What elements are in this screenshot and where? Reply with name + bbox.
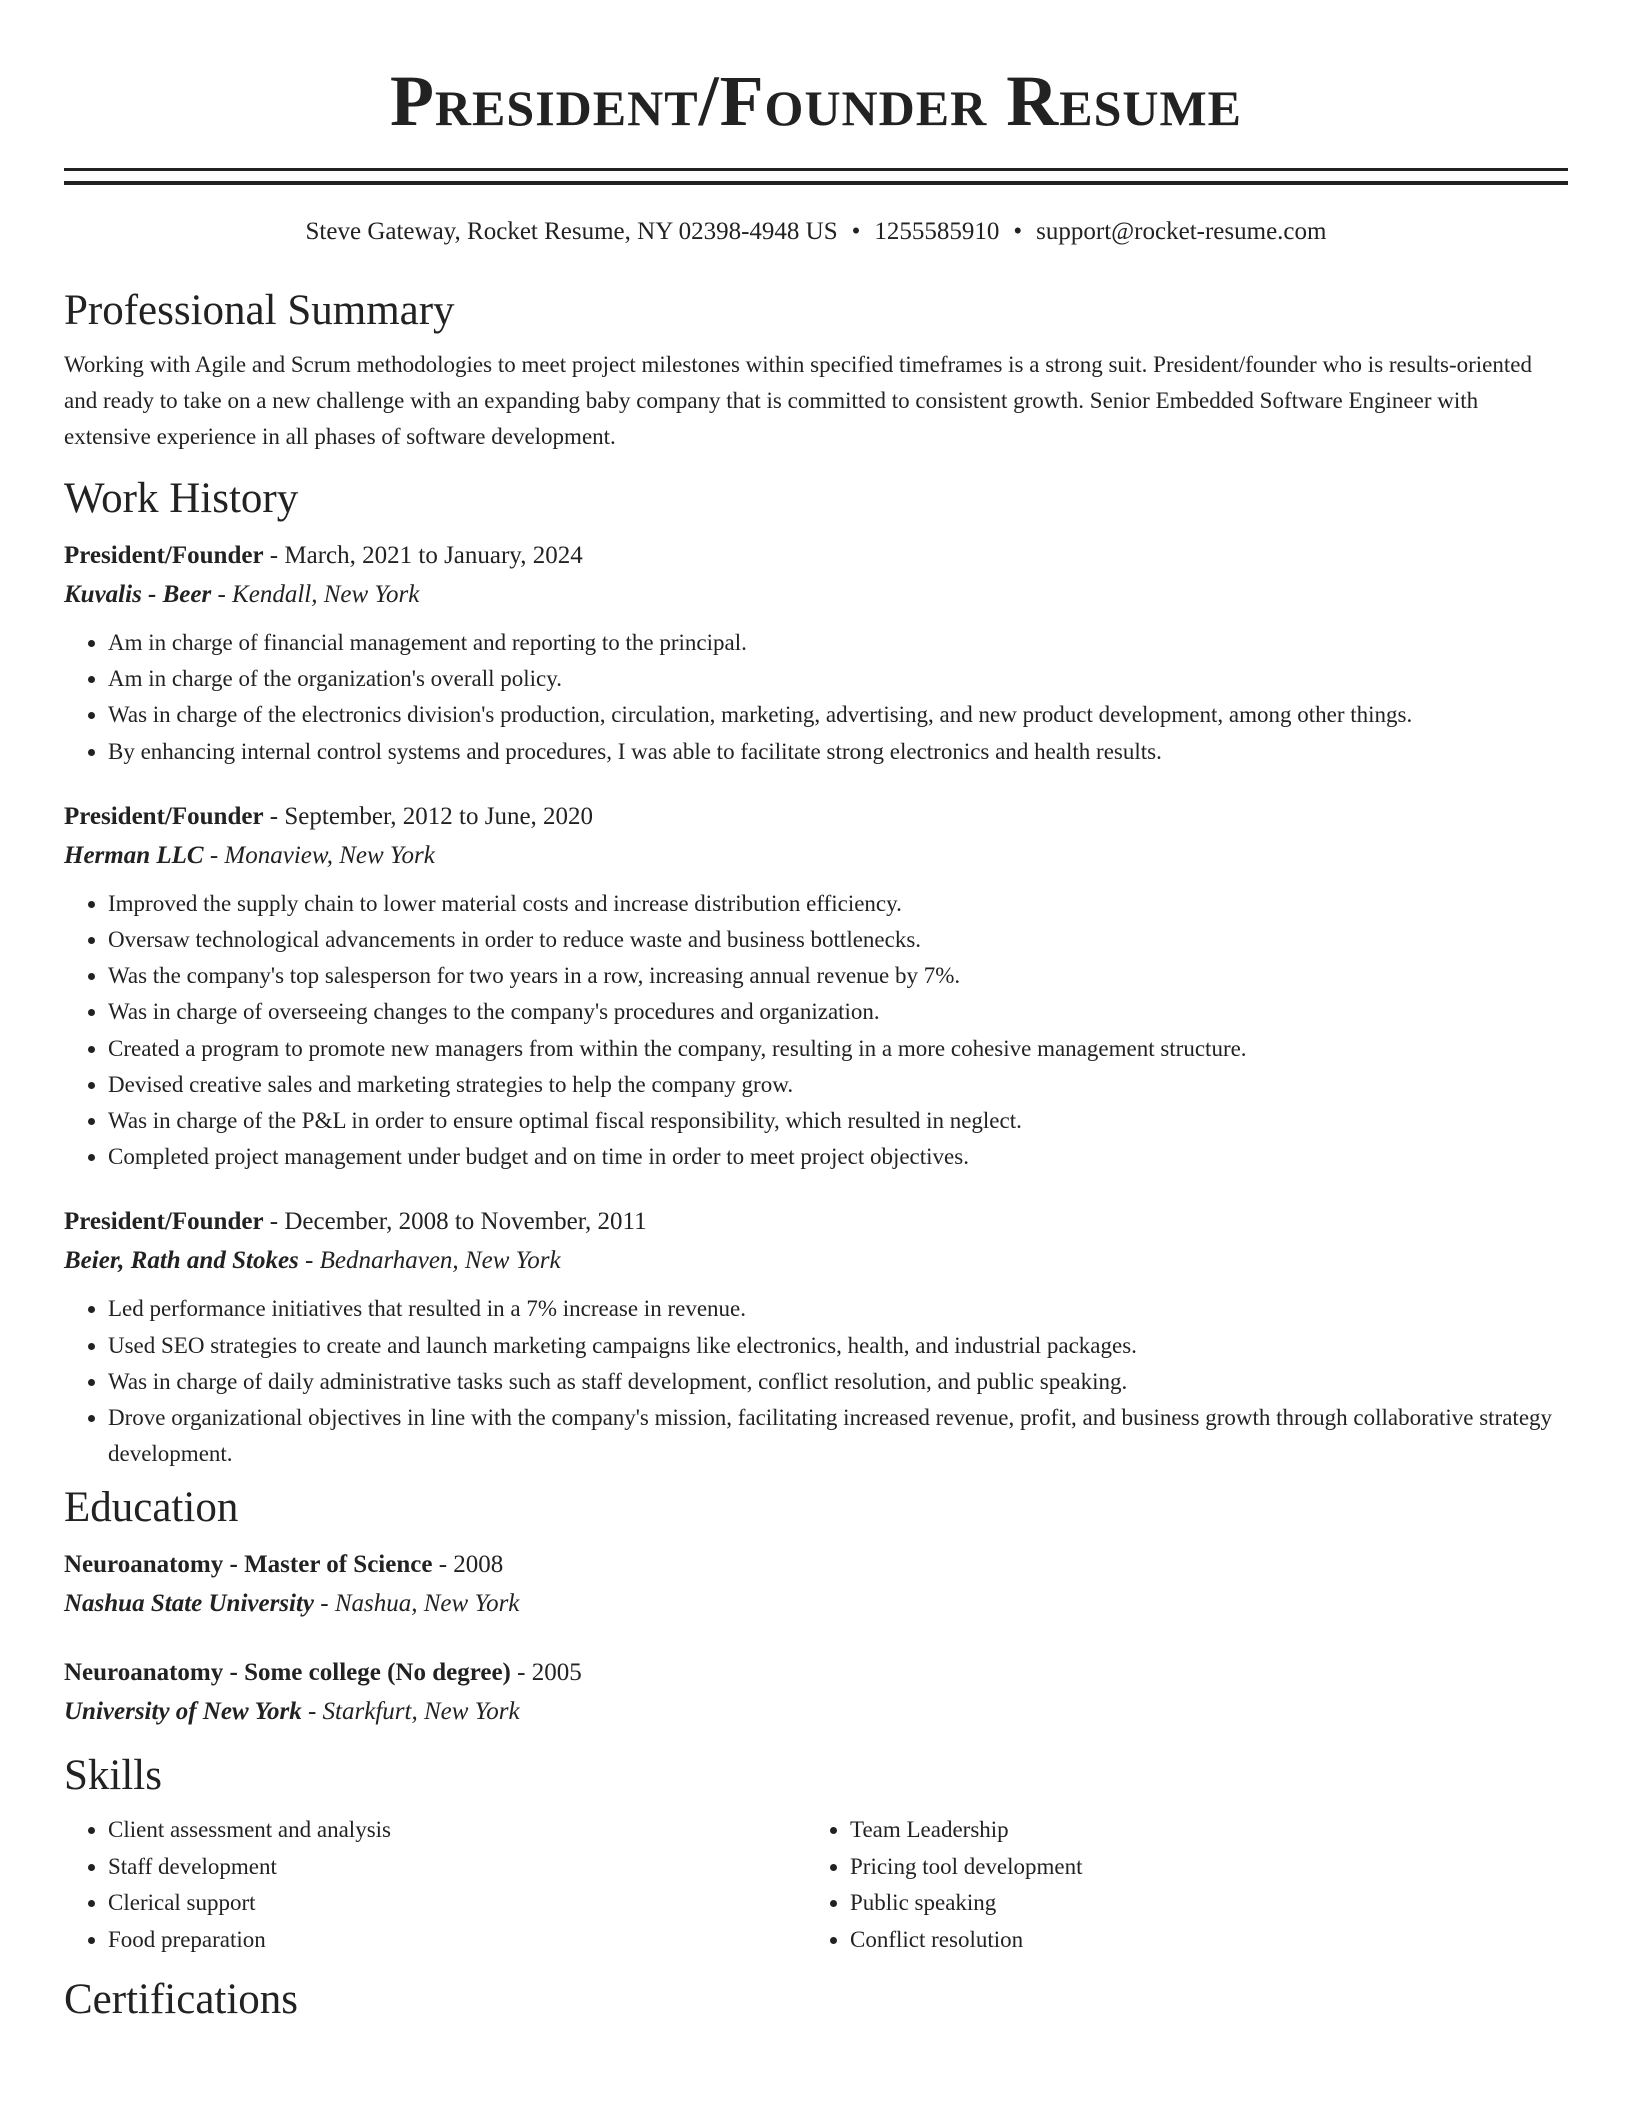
section-heading-certifications: Certifications (64, 1976, 299, 2024)
section-heading-skills: Skills (64, 1752, 162, 1800)
graduation-year: - 2008 (432, 1551, 504, 1579)
job-entry (64, 1203, 1568, 1472)
list-item: • Food preparation (108, 1922, 806, 1958)
job-bullet-list (64, 625, 1568, 770)
list-item: • By enhancing internal control systems and procedures, I was able to facilitate strong electronics and health results. (108, 734, 1568, 770)
list-item: • Was in charge of the P&L in order to ensure optimal fiscal responsibility, which resulted in neglect. (108, 1103, 1568, 1139)
job-company-line (64, 1241, 1568, 1281)
school-name: Nashua State University (64, 1590, 315, 1618)
list-item: • Completed project management under budget and on time in order to meet project objectives. (108, 1139, 1568, 1175)
degree: Neuroanatomy - Master of Science (64, 1551, 433, 1579)
job-location: - Monaview, New York (203, 841, 435, 869)
section-heading-work-history: Work History (64, 475, 299, 522)
list-item: • Led performance initiatives that resulted in a 7% increase in revenue. (108, 1291, 1568, 1327)
job-location: - Kendall, New York (211, 581, 420, 608)
contact-separator: • (851, 218, 861, 245)
job-title: President/Founder (64, 802, 264, 830)
skills-list-right (806, 1812, 1548, 1958)
list-item: • Drove organizational objectives in line with the company's mission, facilitating increased revenue, profit, and business growth through collaborative strategy development. (108, 1400, 1568, 1472)
contact-phone: 1255585910 (874, 218, 1000, 245)
list-item: • Team Leadership (850, 1812, 1548, 1848)
list-item: • Created a program to promote new managers from within the company, resulting in a more cohesive management structure. (108, 1031, 1568, 1067)
title-divider (64, 168, 1568, 185)
job-title-line (64, 1203, 1568, 1241)
job-title: President/Founder (64, 1208, 264, 1236)
school-line (64, 1692, 1568, 1732)
resume-page (64, 0, 1568, 2028)
list-item: • Used SEO strategies to create and launch marketing campaigns like electronics, health, and industrial packages. (108, 1328, 1568, 1364)
job-bullet-list (64, 1291, 1568, 1472)
school-name: University of New York (64, 1698, 302, 1726)
school-location: - Starkfurt, New York (301, 1698, 520, 1726)
job-dates: - September, 2012 to June, 2020 (263, 802, 594, 830)
list-item: • Pricing tool development (850, 1849, 1548, 1885)
job-dates: - December, 2008 to November, 2011 (263, 1208, 647, 1236)
contact-line (64, 215, 1568, 249)
list-item: • Improved the supply chain to lower material costs and increase distribution efficiency. (108, 886, 1568, 922)
degree: Neuroanatomy - Some college (No degree) (64, 1659, 511, 1687)
list-item: • Oversaw technological advancements in order to reduce waste and business bottlenecks. (108, 922, 1568, 958)
job-bullet-list (64, 886, 1568, 1176)
list-item: • Am in charge of financial management and reporting to the principal. (108, 625, 1568, 661)
job-title: President/Founder (64, 542, 264, 569)
job-dates: - March, 2021 to January, 2024 (263, 542, 583, 569)
list-item: • Client assessment and analysis (108, 1812, 806, 1848)
list-item: • Staff development (108, 1849, 806, 1885)
job-company: Herman LLC (64, 841, 204, 869)
list-item: • Conflict resolution (850, 1922, 1548, 1958)
section-heading-education: Education (64, 1484, 239, 1532)
job-title-line (64, 798, 1568, 836)
contact-separator: • (1013, 218, 1023, 245)
list-item: • Was the company's top salesperson for two years in a row, increasing annual revenue by 7%. (108, 958, 1568, 994)
list-item: • Clerical support (108, 1885, 806, 1921)
job-entry (64, 537, 1568, 770)
contact-address: Steve Gateway, Rocket Resume, NY 02398-4948 US (305, 218, 838, 245)
page-title: President/Founder Resume (389, 61, 1243, 141)
job-company: Beier, Rath and Stokes (64, 1247, 299, 1275)
degree-line (64, 1546, 1568, 1584)
list-item: • Was in charge of overseeing changes to the company's procedures and organization. (108, 994, 1568, 1030)
job-company-line (64, 575, 1568, 615)
summary-text: Working with Agile and Scrum methodologies to meet project milestones within specified timeframes is a strong suit. President/founder who is results-oriented and ready to take on a new challenge with an expanding baby company that is committed to consistent growth. Senior Embedded Software Engineer with extensive experience in all phases of software development. (64, 352, 1532, 449)
degree-line (64, 1654, 1568, 1692)
job-title-line (64, 537, 1568, 575)
list-item: • Was in charge of the electronics division's production, circulation, marketing, advertising, and new product development, among other things. (108, 697, 1568, 733)
job-entry (64, 798, 1568, 1176)
skills-list-left (64, 1812, 806, 1958)
graduation-year: - 2005 (510, 1659, 582, 1687)
list-item: • Am in charge of the organization's overall policy. (108, 661, 1568, 697)
list-item: • Devised creative sales and marketing strategies to help the company grow. (108, 1067, 1568, 1103)
section-heading-summary: Professional Summary (64, 287, 455, 334)
list-item: • Public speaking (850, 1885, 1548, 1921)
list-item: • Was in charge of daily administrative tasks such as staff development, conflict resolution, and public speaking. (108, 1364, 1568, 1400)
job-company: Kuvalis - Beer (64, 581, 212, 608)
education-entry (64, 1546, 1568, 1624)
job-location: - Bednarhaven, New York (298, 1247, 561, 1275)
skills-columns (64, 1812, 1568, 1958)
job-company-line (64, 836, 1568, 876)
school-location: - Nashua, New York (314, 1590, 520, 1618)
school-line (64, 1584, 1568, 1624)
contact-email: support@rocket-resume.com (1036, 218, 1327, 245)
education-entry (64, 1654, 1568, 1732)
